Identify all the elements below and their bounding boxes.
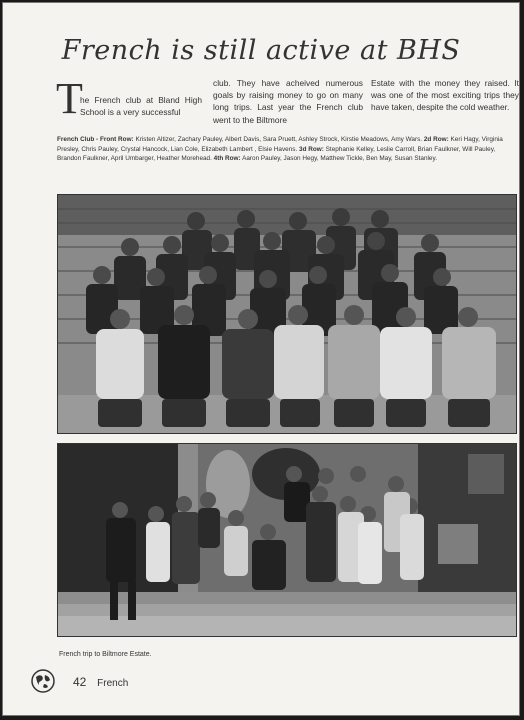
- globe-icon: [31, 669, 55, 693]
- roster-row4-label: 4th Row:: [213, 155, 241, 163]
- roster-row2: Keri Hagy, Virginia Presley, Chris Pauley, Crystal Hancock, Lian Cole, Elizabeth Lambert , Elsie Havens.: [57, 136, 503, 153]
- section-name: French: [97, 678, 129, 689]
- page-title: French is still active at BHS: [61, 35, 461, 66]
- drop-cap: T: [56, 74, 83, 123]
- group-photo: [57, 194, 517, 434]
- article-column-3: Estate with the money they raised. It was one of the most exciting trips they have taken, despite the cold weather.: [371, 78, 519, 113]
- yearbook-page: [2, 2, 520, 716]
- roster-caption: [57, 135, 515, 164]
- page-footer: [73, 675, 128, 689]
- roster-row3: Stephanie Kelley, Leslie Carroll, Brian Faulkner, Will Pauley, Brandon Faulkner, April Umbarger, Heather Morehead.: [57, 145, 496, 163]
- roster-row3-label: 3d Row:: [299, 145, 324, 153]
- roster-row4: Aaron Pauley, Jason Hegy, Matthew Tickle, Ben May, Susan Stanley.: [242, 155, 437, 163]
- article-column-1: he French club at Bland High School is a very successful: [80, 95, 202, 118]
- trip-caption: French trip to Biltmore Estate.: [59, 651, 152, 658]
- roster-front-row: Kristen Altizer, Zachary Pauley, Albert Davis, Sara Pruett, Ashley Strock, Kirstie Meadows, Amy Wars.: [135, 136, 423, 143]
- page-number: 42: [73, 675, 87, 689]
- article-column-2: club. They have acheived numerous goals by raising money to go on many long trips. Last year the French club went to the Biltmore: [213, 78, 363, 125]
- roster-label: French Club - Front Row:: [57, 136, 134, 143]
- roster-row2-label: 2d Row:: [423, 136, 449, 143]
- trip-photo: [57, 443, 517, 637]
